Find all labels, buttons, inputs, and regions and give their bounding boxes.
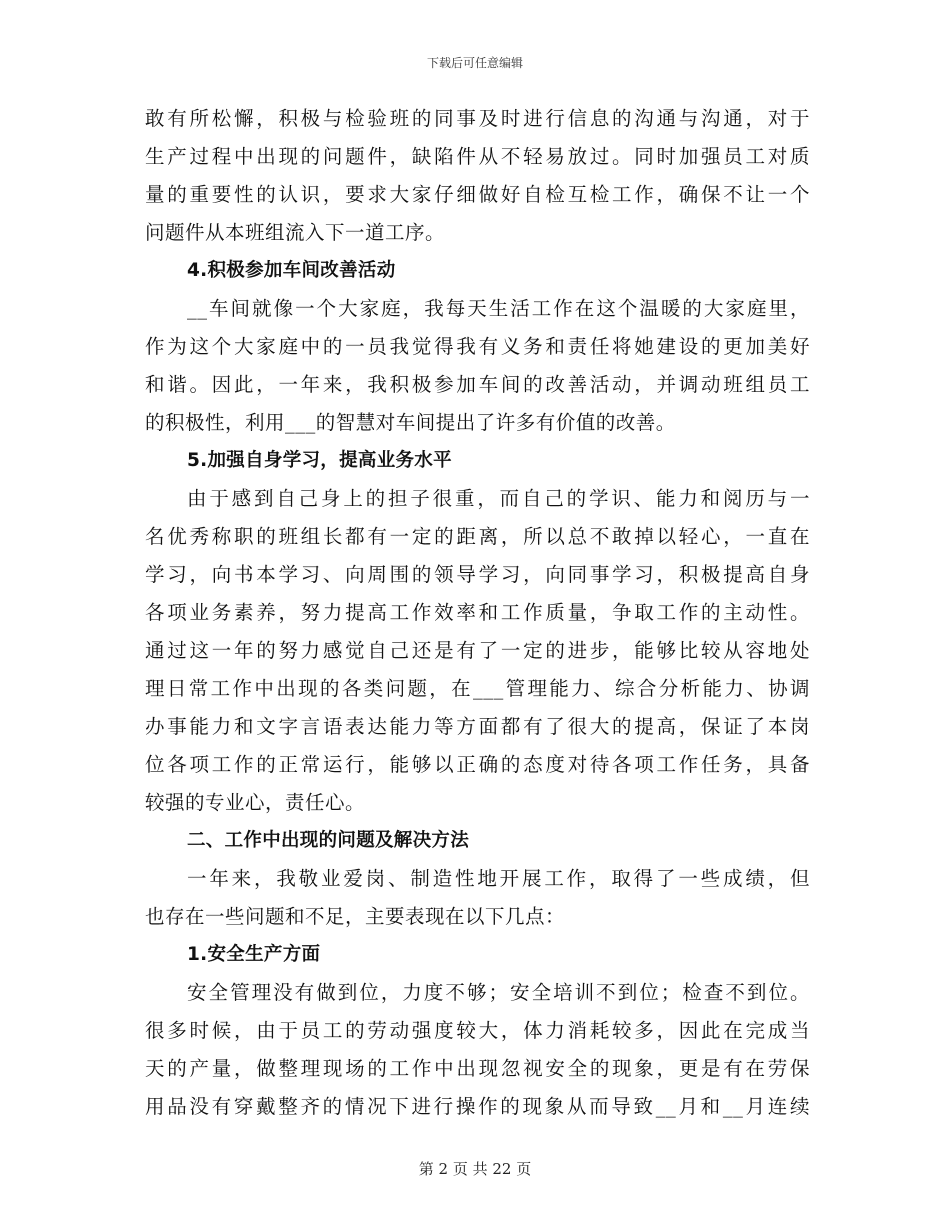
body-line: 办事能力和文字言语表达能力等方面都有了很大的提高，保证了本岗 bbox=[145, 715, 810, 738]
body-line: 的积极性，利用___的智慧对车间提出了许多有价值的改善。 bbox=[145, 411, 676, 434]
body-line: 学习，向书本学习、向周围的领导学习，向同事学习，积极提高自身 bbox=[145, 563, 810, 586]
body-line: 位各项工作的正常运行，能够以正确的态度对待各项工作任务，具备 bbox=[145, 753, 810, 776]
body-line: 很多时候，由于员工的劳动强度较大，体力消耗较多，因此在完成当 bbox=[145, 1019, 810, 1042]
page-header: 下载后可任意编辑 bbox=[426, 56, 523, 70]
body-line: 较强的专业心，责任心。 bbox=[145, 791, 366, 814]
body-line: 名优秀称职的班组长都有一定的距离，所以总不敢掉以轻心，一直在 bbox=[145, 525, 810, 548]
body-line: 一年来，我敬业爱岗、制造性地开展工作，取得了一些成绩，但 bbox=[187, 867, 810, 890]
body-line: 作为这个大家庭中的一员我觉得我有义务和责任将她建设的更加美好 bbox=[145, 335, 810, 358]
body-line: 也存在一些问题和不足，主要表现在以下几点： bbox=[145, 905, 566, 928]
body-line: 和谐。因此，一年来，我积极参加车间的改善活动，并调动班组员工 bbox=[145, 373, 810, 396]
page-footer: 第 2 页 共 22 页 bbox=[418, 1160, 532, 1178]
body-line: 天的产量，做整理现场的工作中出现忽视安全的现象，更是有在劳保 bbox=[145, 1057, 810, 1080]
section-heading: 二、工作中出现的问题及解决方法 bbox=[187, 830, 470, 851]
body-line: __车间就像一个大家庭，我每天生活工作在这个温暖的大家庭里， bbox=[187, 297, 810, 320]
body-line: 通过这一年的努力感觉自己还是有了一定的进步，能够比较从容地处 bbox=[145, 639, 810, 662]
body-line: 问题件从本班组流入下一道工序。 bbox=[145, 221, 446, 244]
section-heading: 4.积极参加车间改善活动 bbox=[187, 260, 396, 281]
body-line: 安全管理没有做到位，力度不够；安全培训不到位；检查不到位。 bbox=[187, 981, 810, 1004]
body-line: 量的重要性的认识，要求大家仔细做好自检互检工作，确保不让一个 bbox=[145, 183, 810, 206]
section-heading: 1.安全生产方面 bbox=[187, 944, 321, 965]
body-line: 生产过程中出现的问题件，缺陷件从不轻易放过。同时加强员工对质 bbox=[145, 145, 810, 168]
body-line: 由于感到自己身上的担子很重，而自己的学识、能力和阅历与一 bbox=[187, 487, 810, 510]
section-heading: 5.加强自身学习，提高业务水平 bbox=[187, 450, 452, 471]
body-line: 敢有所松懈，积极与检验班的同事及时进行信息的沟通与沟通，对于 bbox=[145, 107, 810, 130]
body-line: 各项业务素养，努力提高工作效率和工作质量，争取工作的主动性。 bbox=[145, 601, 810, 624]
body-line: 用品没有穿戴整齐的情况下进行操作的现象从而导致__月和__月连续 bbox=[145, 1095, 810, 1118]
body-line: 理日常工作中出现的各类问题，在___管理能力、综合分析能力、协调 bbox=[145, 677, 810, 700]
document-body bbox=[145, 100, 810, 1126]
